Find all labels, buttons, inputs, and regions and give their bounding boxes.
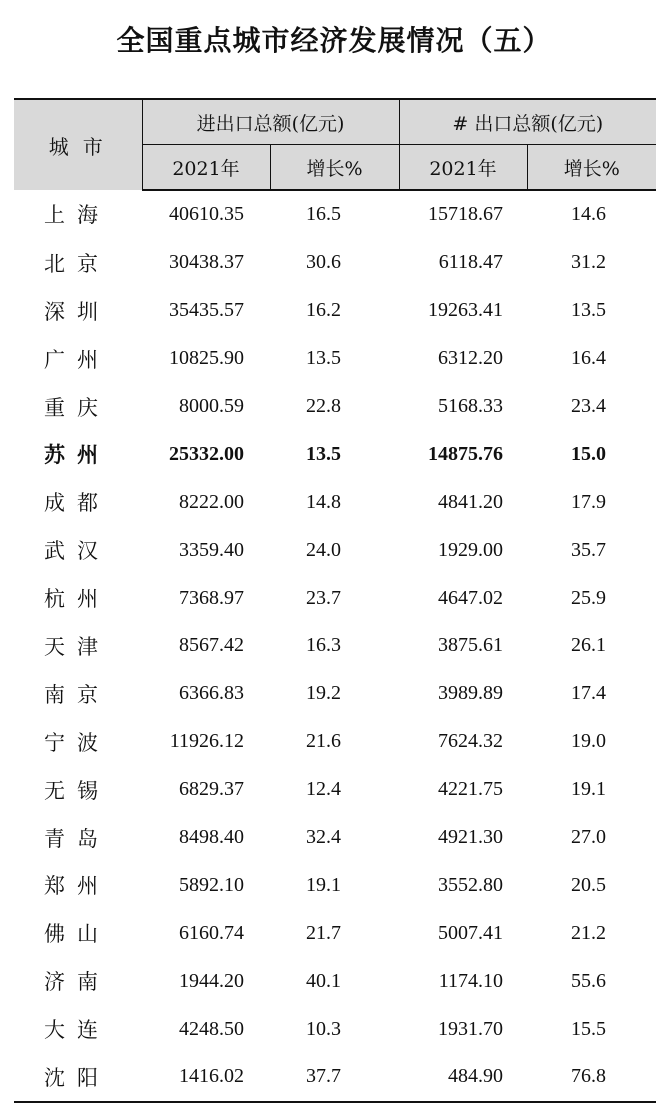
cell-export-growth: 31.2 bbox=[571, 251, 607, 274]
cell-total-trade-growth: 16.5 bbox=[306, 203, 342, 226]
cell-export: 3552.80 bbox=[438, 873, 504, 896]
cell-total-trade: 8000.59 bbox=[179, 395, 244, 417]
table-row bbox=[14, 430, 656, 478]
cell-export: 4841.20 bbox=[438, 490, 504, 513]
cell-export: 14875.76 bbox=[428, 442, 504, 465]
cell-total-trade-growth: 10.3 bbox=[306, 1017, 342, 1040]
cell-total-trade: 1944.20 bbox=[179, 969, 244, 992]
cell-export: 3989.89 bbox=[438, 682, 504, 705]
cell-export: 15718.67 bbox=[428, 203, 504, 226]
cell-city: 青岛 bbox=[44, 826, 110, 851]
cell-export: 1929.00 bbox=[438, 538, 504, 561]
cell-total-trade: 35435.57 bbox=[169, 299, 244, 322]
table-header bbox=[14, 99, 656, 190]
table-row bbox=[14, 574, 656, 622]
cell-total-trade-growth: 13.5 bbox=[306, 347, 342, 370]
cell-city: 上海 bbox=[44, 203, 110, 228]
cell-city: 天津 bbox=[44, 634, 110, 659]
cell-total-trade: 8498.40 bbox=[179, 826, 244, 849]
city-economy-table bbox=[14, 98, 656, 1103]
cell-total-trade: 8567.42 bbox=[179, 634, 244, 657]
cell-export-growth: 15.5 bbox=[571, 1017, 607, 1040]
column-header-export-year: 2021年 bbox=[399, 145, 527, 191]
cell-total-trade: 7368.97 bbox=[179, 586, 244, 609]
table-row bbox=[14, 335, 656, 383]
cell-city: 深圳 bbox=[44, 299, 110, 324]
cell-export-growth: 20.5 bbox=[571, 873, 607, 896]
table-row bbox=[14, 670, 656, 718]
cell-total-trade: 30438.37 bbox=[169, 251, 244, 274]
table-row bbox=[14, 814, 656, 862]
cell-total-trade-growth: 32.4 bbox=[306, 826, 342, 849]
cell-export: 7624.32 bbox=[438, 730, 504, 753]
cell-city: 广州 bbox=[44, 347, 110, 372]
cell-city: 成都 bbox=[44, 491, 110, 516]
cell-total-trade-growth: 21.6 bbox=[306, 730, 342, 753]
cell-export-growth: 27.0 bbox=[571, 826, 607, 849]
cell-total-trade-growth: 37.7 bbox=[270, 1053, 399, 1102]
cell-export-growth: 19.0 bbox=[571, 730, 607, 753]
cell-total-trade-growth: 30.6 bbox=[306, 251, 342, 274]
cell-city: 苏州 bbox=[44, 442, 110, 468]
cell-total-trade-growth: 19.1 bbox=[306, 873, 342, 896]
cell-total-trade: 6160.74 bbox=[179, 921, 244, 944]
cell-total-trade-growth: 24.0 bbox=[306, 538, 342, 561]
column-header-total-year: 2021年 bbox=[142, 145, 270, 191]
cell-total-trade: 1416.02 bbox=[142, 1053, 270, 1102]
cell-export: 6118.47 bbox=[438, 251, 504, 274]
cell-city: 大连 bbox=[44, 1018, 110, 1043]
cell-total-trade: 8222.00 bbox=[179, 490, 244, 513]
cell-total-trade: 4248.50 bbox=[179, 1017, 244, 1040]
table-row bbox=[14, 239, 656, 287]
cell-export-growth: 13.5 bbox=[571, 299, 607, 322]
cell-export-growth: 35.7 bbox=[571, 538, 607, 561]
cell-total-trade: 10825.90 bbox=[169, 347, 244, 370]
table-body bbox=[14, 190, 656, 1102]
cell-export-growth: 25.9 bbox=[571, 586, 607, 609]
cell-total-trade: 11926.12 bbox=[169, 730, 244, 753]
cell-city: 沈阳 bbox=[14, 1053, 142, 1102]
cell-export-growth: 15.0 bbox=[571, 442, 607, 465]
cell-export-growth: 26.1 bbox=[571, 634, 607, 657]
table-row bbox=[14, 190, 656, 239]
cell-city: 杭州 bbox=[44, 587, 110, 612]
table-row bbox=[14, 718, 656, 766]
cell-city: 郑州 bbox=[44, 874, 110, 899]
cell-export: 5007.41 bbox=[438, 921, 504, 944]
column-header-total-growth: 增长% bbox=[270, 145, 399, 191]
cell-export-growth: 55.6 bbox=[571, 969, 607, 992]
cell-city: 宁波 bbox=[44, 730, 110, 755]
table-row bbox=[14, 478, 656, 526]
cell-export-growth: 76.8 bbox=[527, 1053, 656, 1102]
cell-export: 4221.75 bbox=[438, 778, 504, 801]
cell-city: 北京 bbox=[44, 251, 110, 276]
table-row bbox=[14, 1053, 656, 1102]
table-row bbox=[14, 622, 656, 670]
cell-export-growth: 17.4 bbox=[571, 682, 607, 705]
cell-export-growth: 17.9 bbox=[571, 490, 607, 513]
cell-total-trade-growth: 40.1 bbox=[306, 969, 342, 992]
cell-city: 武汉 bbox=[44, 539, 110, 564]
cell-total-trade-growth: 21.7 bbox=[306, 921, 342, 944]
cell-city: 佛山 bbox=[44, 922, 110, 947]
cell-total-trade-growth: 19.2 bbox=[306, 682, 342, 705]
column-group-total-trade: 进出口总额(亿元) bbox=[142, 99, 399, 145]
cell-export-growth: 21.2 bbox=[571, 921, 607, 944]
cell-total-trade: 6829.37 bbox=[179, 778, 244, 801]
cell-total-trade: 3359.40 bbox=[179, 538, 244, 561]
table-row bbox=[14, 526, 656, 574]
cell-export-growth: 16.4 bbox=[571, 347, 607, 370]
cell-total-trade-growth: 12.4 bbox=[306, 778, 342, 801]
cell-export: 1174.10 bbox=[438, 969, 504, 992]
table-row bbox=[14, 383, 656, 431]
cell-export: 484.90 bbox=[399, 1053, 527, 1102]
cell-export-growth: 23.4 bbox=[571, 395, 607, 417]
cell-city: 重庆 bbox=[44, 395, 110, 420]
cell-export: 4647.02 bbox=[438, 586, 504, 609]
cell-total-trade-growth: 16.2 bbox=[306, 299, 342, 322]
cell-total-trade: 25332.00 bbox=[169, 442, 244, 465]
cell-export: 4921.30 bbox=[438, 826, 504, 849]
cell-city: 无锡 bbox=[44, 778, 110, 803]
cell-export: 19263.41 bbox=[428, 299, 504, 322]
cell-export: 6312.20 bbox=[438, 347, 504, 370]
cell-export: 1931.70 bbox=[438, 1017, 504, 1040]
column-group-export: # 出口总额(亿元) bbox=[399, 99, 656, 145]
table-row bbox=[14, 1005, 656, 1053]
cell-export-growth: 19.1 bbox=[571, 778, 607, 801]
cell-city: 济南 bbox=[44, 970, 110, 995]
table-row bbox=[14, 861, 656, 909]
table-row bbox=[14, 957, 656, 1005]
cell-total-trade-growth: 16.3 bbox=[306, 634, 342, 657]
table-row bbox=[14, 766, 656, 814]
column-header-export-growth: 增长% bbox=[527, 145, 656, 191]
table-row bbox=[14, 287, 656, 335]
cell-total-trade: 6366.83 bbox=[179, 682, 244, 705]
column-header-city: 城市 bbox=[14, 99, 142, 190]
cell-total-trade: 5892.10 bbox=[179, 873, 244, 896]
cell-total-trade-growth: 14.8 bbox=[306, 490, 342, 513]
cell-total-trade-growth: 13.5 bbox=[306, 442, 342, 465]
cell-export: 3875.61 bbox=[438, 634, 504, 657]
page-title: 全国重点城市经济发展情况（五） bbox=[116, 24, 552, 57]
cell-export: 5168.33 bbox=[438, 395, 504, 417]
cell-total-trade: 40610.35 bbox=[169, 203, 244, 226]
cell-export-growth: 14.6 bbox=[571, 203, 607, 226]
table-row bbox=[14, 909, 656, 957]
cell-total-trade-growth: 23.7 bbox=[306, 586, 342, 609]
cell-city: 南京 bbox=[44, 682, 110, 707]
cell-total-trade-growth: 22.8 bbox=[306, 395, 342, 417]
